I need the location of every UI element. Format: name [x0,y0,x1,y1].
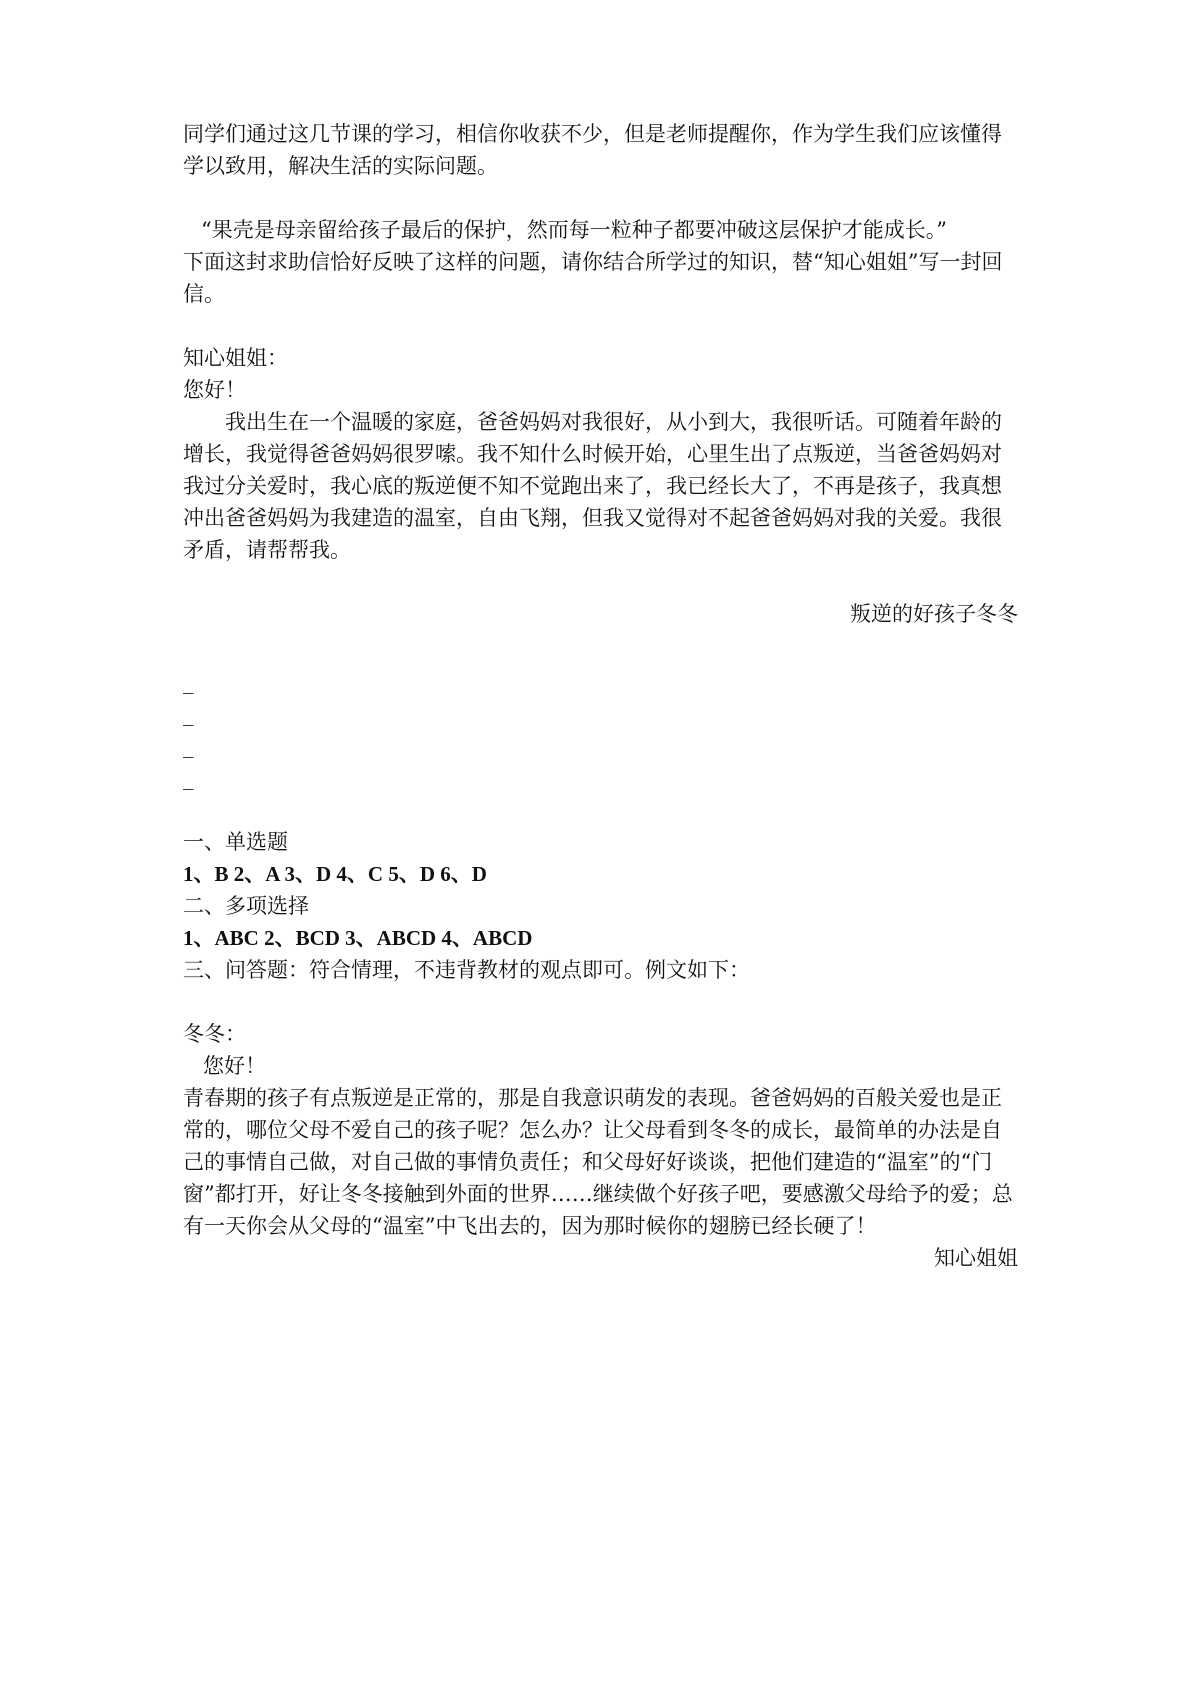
reply-greeting: 您好！ [203,1054,266,1078]
reply-body: 青春期的孩子有点叛逆是正常的，那是自我意识萌发的表现。爸爸妈妈的百般关爱也是正常的，哪位父母不爱自己的孩子呢？怎么办？让父母看到冬冬的成长，最简单的办法是自己的事情自己做，对自己做的事情负责任；和父母好好谈谈，把他们建造的“温室”的“门窗”都打开，好让冬冬接触到外面的世界……继续做个好孩子吧，要感激父母给予的爱；总有一天你会从父母的“温室”中飞出去的，因为那时候你的翅膀已经长硬了！ [183,1086,1013,1238]
section1-answers: 1、B 2、A 3、D 4、C 5、D 6、D [183,862,487,886]
dash-line: _ [183,702,194,726]
reply-salutation: 冬冬： [183,1022,246,1046]
spacer [183,986,1018,1018]
document-page [183,118,1018,1274]
section1-title: 一、单选题 [183,830,288,854]
quote-line: “果壳是母亲留给孩子最后的保护，然而每一粒种子都要冲破这层保护才能成长。” [201,218,947,242]
spacer [183,566,1018,598]
section2-answers: 1、ABC 2、BCD 3、ABCD 4、ABCD [183,926,533,950]
letter-signature: 叛逆的好孩子冬冬 [850,602,1018,626]
instruction-paragraph: 下面这封求助信恰好反映了这样的问题，请你结合所学过的知识，替“知心姐姐”写一封回信。 [183,250,1003,306]
reply-signature: 知心姐姐 [934,1246,1018,1270]
spacer [183,182,1018,214]
section3-title: 三、问答题：符合情理，不违背教材的观点即可。例文如下： [183,958,750,982]
letter-body: 我出生在一个温暖的家庭，爸爸妈妈对我很好，从小到大，我很听话。可随着年龄的增长，我觉得爸爸妈妈很罗嗦。我不知什么时候开始，心里生出了点叛逆，当爸爸妈妈对我过分关爱时，我心底的叛逆便不知不觉跑出来了，我已经长大了，不再是孩子，我真想冲出爸爸妈妈为我建造的温室，自由飞翔，但我又觉得对不起爸爸妈妈对我的关爱。我很矛盾，请帮帮我。 [183,410,1002,562]
dash-line: _ [183,766,194,790]
dash-line: _ [183,670,194,694]
dash-line: _ [183,734,194,758]
spacer [183,310,1018,342]
letter-greeting: 您好！ [183,378,246,402]
spacer [183,630,1018,662]
intro-paragraph: 同学们通过这几节课的学习，相信你收获不少，但是老师提醒你，作为学生我们应该懂得学以致用，解决生活的实际问题。 [183,122,1002,178]
letter-salutation: 知心姐姐： [183,346,288,370]
section2-title: 二、多项选择 [183,894,309,918]
spacer [183,794,1018,826]
